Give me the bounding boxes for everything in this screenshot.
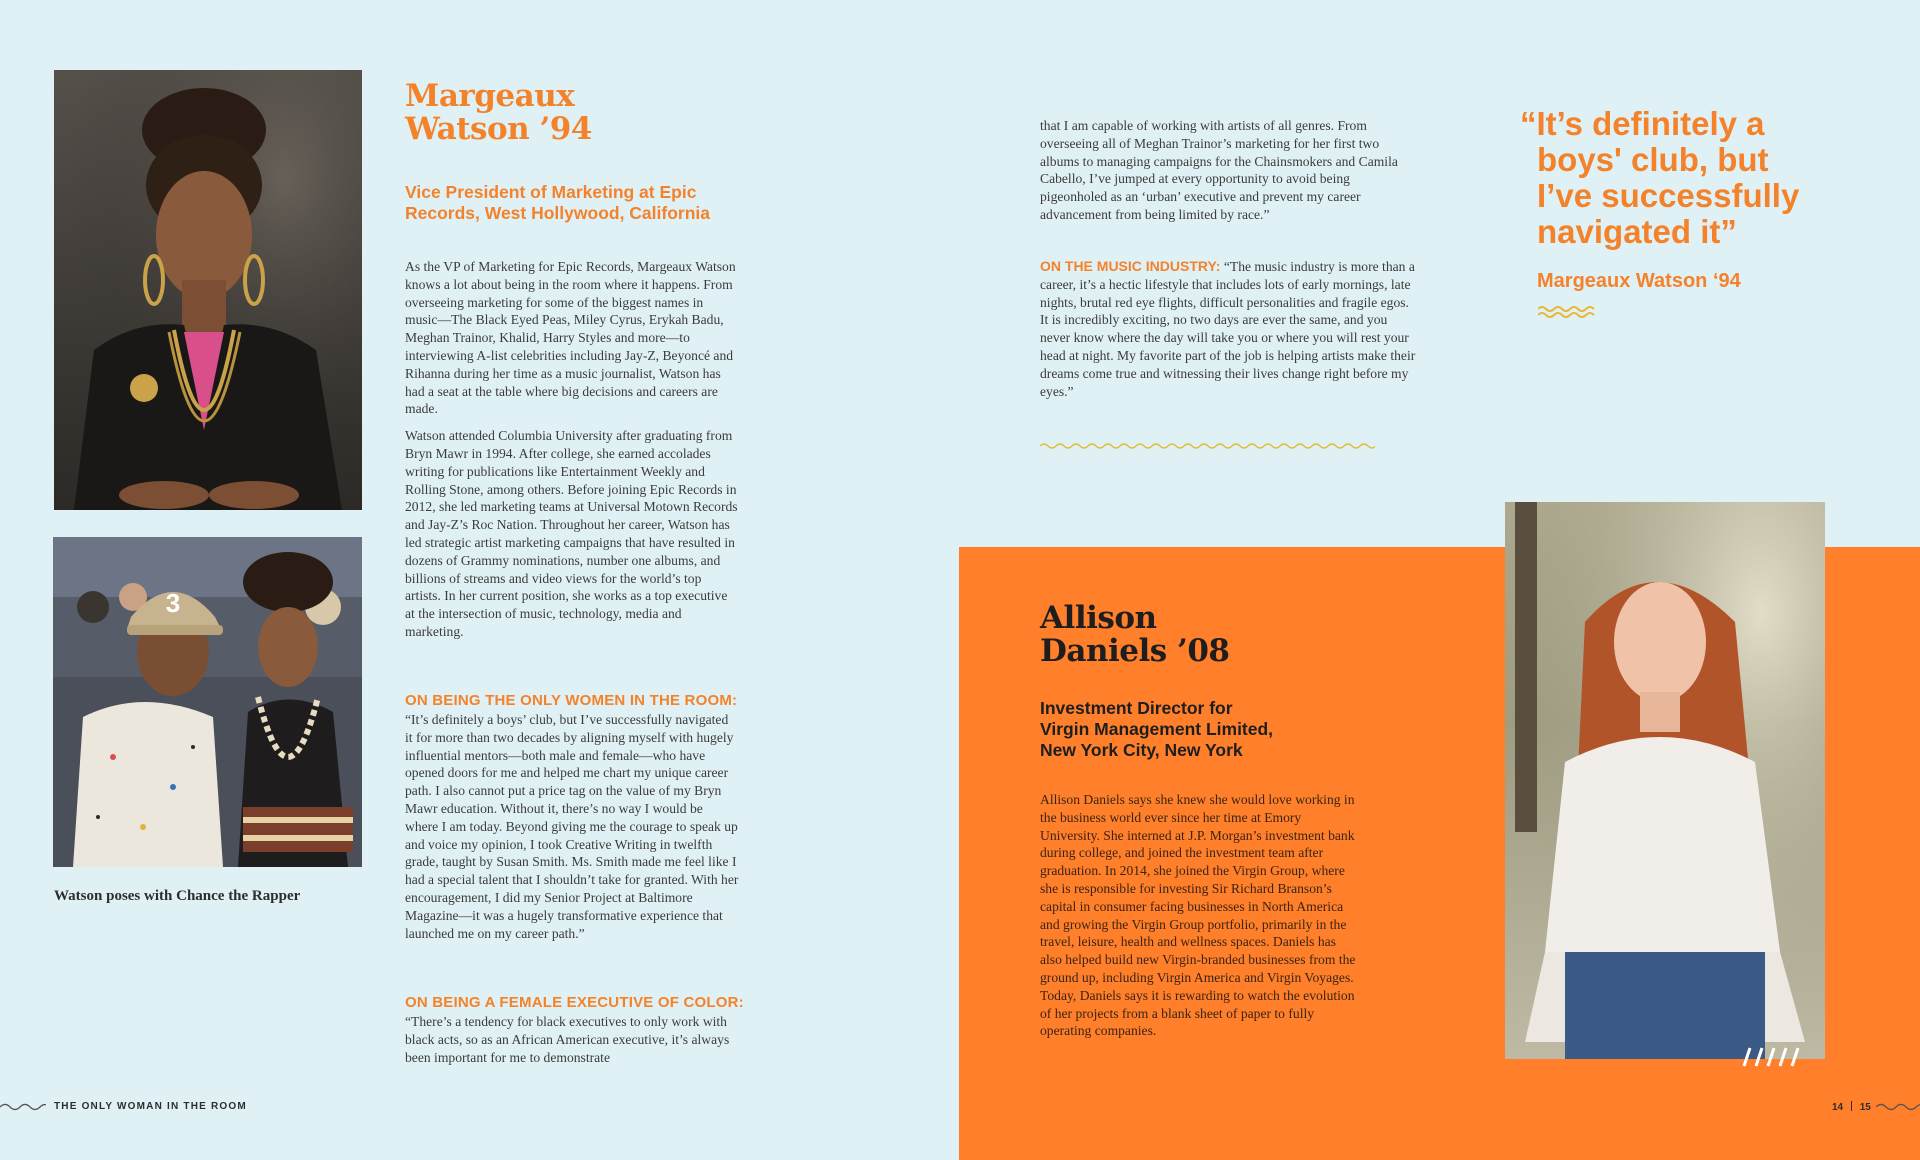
pull-quote-line4: navigated it” bbox=[1537, 213, 1737, 250]
watson-role-line2: Records, West Hollywood, California bbox=[405, 203, 711, 223]
pull-quote-line1: “It’s definitely a bbox=[1520, 105, 1765, 142]
page-numbers bbox=[1832, 1101, 1871, 1113]
watson-role bbox=[405, 182, 745, 224]
music-industry-text: “The music industry is more than a career, it’s a hectic lifestyle that includes lots of early mornings, late nights, brutal red eye flights, difficult personalities and fragile egos. It is incredibly exciting, no two days are ever the same, and you never know where the day will take you or where you will rest your head at night. My favorite part of the job is helping artists make their dreams come true and witnessing their lives change right before my eyes.” bbox=[1040, 259, 1416, 399]
slash-marks-icon bbox=[1740, 1046, 1808, 1068]
footer-wave-icon bbox=[0, 1101, 46, 1113]
watson-continued-text: that I am capable of working with artists of all genres. From overseeing all of Meghan Trainor’s marketing for her first two albums to managing campaigns for the Chainsmokers and Camila Cabello, I’ve jumped at every opportunity to avoid being pigeonholed as an ‘urban’ executive and prevent my career advancement from being limited by race.” bbox=[1040, 118, 1398, 222]
photo-caption: Watson poses with Chance the Rapper bbox=[54, 888, 301, 904]
watson-name-line1: Margeaux bbox=[405, 78, 575, 114]
pull-quote bbox=[1520, 106, 1900, 250]
watson-chance-photo bbox=[53, 537, 362, 867]
section-female-exec-heading: ON BEING A FEMALE EXECUTIVE OF COLOR: bbox=[405, 994, 744, 1011]
daniels-role bbox=[1040, 698, 1360, 761]
footer-wave-right-icon bbox=[1876, 1101, 1920, 1113]
daniels-name-heading bbox=[1040, 602, 1340, 668]
page-number-right: 15 bbox=[1859, 1102, 1871, 1113]
quote-wave-icon bbox=[1538, 305, 1596, 319]
daniels-bio: Allison Daniels says she knew she would love working in the business world ever since her time at Emory University. She interned at J.P. Morgan’s investment bank during college, and joined the investment team after graduation. In 2014, she joined the Virgin Group, where she is responsible for investing Sir Richard Branson’s capital in consumer facing businesses in North America and growing the Virgin Group portfolio, primarily in the travel, leisure, health and wellness spaces. Daniels has also helped build new Virgin-branded businesses from the ground up, including Virgin America and Virgin Voyages. Today, Daniels says it is rewarding to watch the evolution of her projects from a blank sheet of paper to fully operating companies. bbox=[1040, 792, 1356, 1039]
daniels-portrait-photo bbox=[1505, 502, 1825, 1059]
section-only-woman-heading: ON BEING THE ONLY WOMEN IN THE ROOM: bbox=[405, 692, 738, 709]
page-number-left: 14 bbox=[1832, 1102, 1844, 1113]
pull-quote-line3: I’ve successfully bbox=[1537, 177, 1800, 214]
daniels-name-line1: Allison bbox=[1040, 600, 1157, 636]
watson-name-heading bbox=[405, 80, 705, 146]
music-industry-heading: ON THE MUSIC INDUSTRY: bbox=[1040, 258, 1221, 274]
page-number-divider bbox=[1851, 1101, 1852, 1111]
pull-quote-line2: boys' club, but bbox=[1537, 141, 1769, 178]
daniels-role-line3: New York City, New York bbox=[1040, 740, 1243, 760]
watson-bio-paragraph: Watson attended Columbia University after graduating from Bryn Mawr in 1994. After college, she earned accolades writing for publications like Entertainment Weekly and Rolling Stone, among others. Before joining Epic Records in 2012, she led marketing teams at Universal Motown Records and Jay-Z’s Roc Nation. Throughout her career, Watson has led strategic artist marketing campaigns that have resulted in dozens of Grammy nominations, number one albums, and billions of streams and video views for the world’s top artists. In her current position, she works as a top executive at the intersection of music, technology, media and marketing. bbox=[405, 428, 738, 639]
section-only-woman-text: “It’s definitely a boys’ club, but I’ve successfully navigated it for more than two decades by aligning myself with hugely influential mentors—both male and female—who have opened doors for me and helped me chart my unique career path. I also cannot put a price tag on the value of my Bryn Mawr education. Without it, there’s no way I would be where I am today. Beyond giving me the courage to speak up and voice my opinion, I took Creative Writing in twelfth grade, taught by Susan Smith. Ms. Smith made me feel like I had a special talent that I shouldn’t take for granted. With her encouragement, I did my Senior Project at Baltimore Magazine—it was a hugely transformative experience that launched me on my career path.” bbox=[405, 712, 739, 941]
watson-name-line2: Watson ’94 bbox=[405, 111, 592, 147]
daniels-role-line2: Virgin Management Limited, bbox=[1040, 719, 1274, 739]
daniels-name-line2: Daniels ’08 bbox=[1040, 633, 1230, 669]
section-female-exec-text: “There’s a tendency for black executives to only work with black acts, so as an African American executive, it’s always been important for me to demonstrate bbox=[405, 1014, 730, 1065]
daniels-role-line1: Investment Director for bbox=[1040, 698, 1233, 718]
watson-body-column bbox=[405, 258, 739, 650]
watson-role-line1: Vice President of Marketing at Epic bbox=[405, 182, 697, 202]
wave-divider-icon bbox=[1040, 441, 1375, 451]
music-industry-section bbox=[1040, 258, 1420, 400]
pull-quote-attribution: Margeaux Watson ‘94 bbox=[1537, 270, 1741, 292]
footer-magazine-title: THE ONLY WOMAN IN THE ROOM bbox=[54, 1101, 247, 1112]
cap-number: 3 bbox=[165, 588, 181, 618]
watson-portrait-photo bbox=[54, 70, 362, 510]
watson-intro-paragraph: As the VP of Marketing for Epic Records, Margeaux Watson knows a lot about being in the room where it happens. From overseeing marketing for some of the biggest names in music—The Black Eyed Peas, Miley Cyrus, Erykah Badu, Meghan Trainor, Khalid, Harry Styles and more—to interviewing A-list celebrities including Jay-Z, Beyoncé and Rihanna during her time as a music journalist, Watson has had a seat at the table where big decisions and careers are made. bbox=[405, 259, 736, 417]
